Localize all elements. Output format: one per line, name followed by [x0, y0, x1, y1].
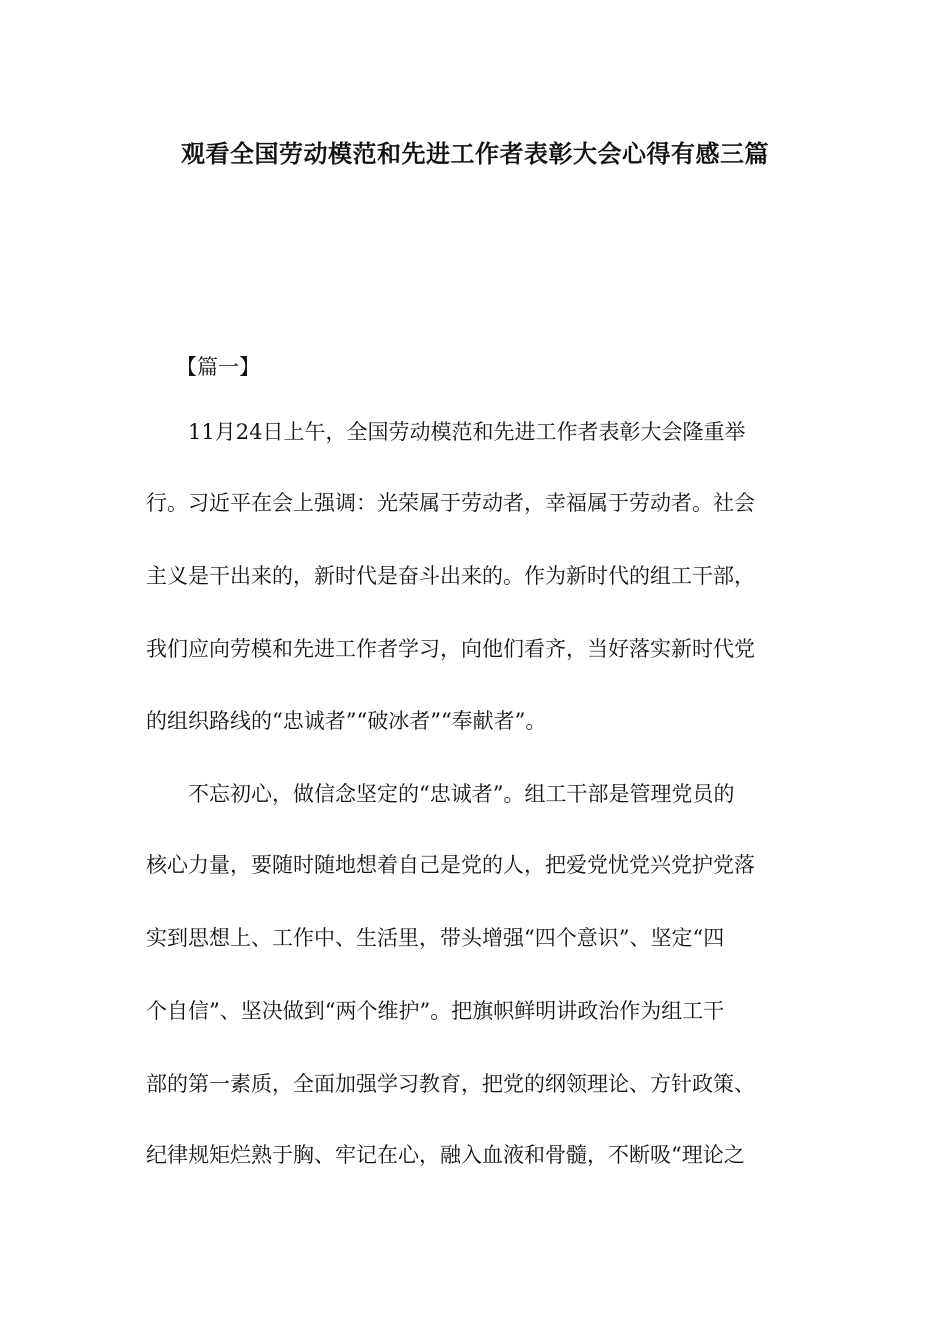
- document-title: 观看全国劳动模范和先进工作者表彰大会心得有感三篇: [181, 139, 769, 168]
- paragraph-2-line-5: 部的第一素质，全面加强学习教育，把党的纲领理论、方针政策、: [146, 1072, 755, 1096]
- paragraph-2-line-4: 个自信”、坚决做到“两个维护”。把旗帜鲜明讲政治作为组工干: [146, 999, 725, 1023]
- paragraph-2-line-3: 实到思想上、工作中、生活里，带头增强“四个意识”、坚定“四: [146, 926, 725, 950]
- paragraph-2-line-1: 不忘初心，做信念坚定的“忠诚者”。组工干部是管理党员的: [188, 782, 735, 806]
- paragraph-1-line-1: 11月24日上午，全国劳动模范和先进工作者表彰大会隆重举: [188, 420, 746, 444]
- paragraph-2-line-2: 核心力量，要随时随地想着自己是党的人，把爱党忧党兴党护党落: [146, 853, 755, 877]
- paragraph-1-line-5: 的组织路线的“忠诚者”“破冰者”“奉献者”。: [146, 709, 547, 733]
- paragraph-2-line-6: 纪律规矩烂熟于胸、牢记在心，融入血液和骨髓，不断吸“理论之: [146, 1143, 745, 1167]
- paragraph-1-line-3: 主义是干出来的，新时代是奋斗出来的。作为新时代的组工干部，: [146, 564, 755, 588]
- paragraph-1-line-4: 我们应向劳模和先进工作者学习，向他们看齐，当好落实新时代党: [146, 637, 755, 661]
- section-label: 【篇一】: [176, 355, 260, 379]
- paragraph-1-line-2: 行。习近平在会上强调：光荣属于劳动者，幸福属于劳动者。社会: [146, 491, 755, 515]
